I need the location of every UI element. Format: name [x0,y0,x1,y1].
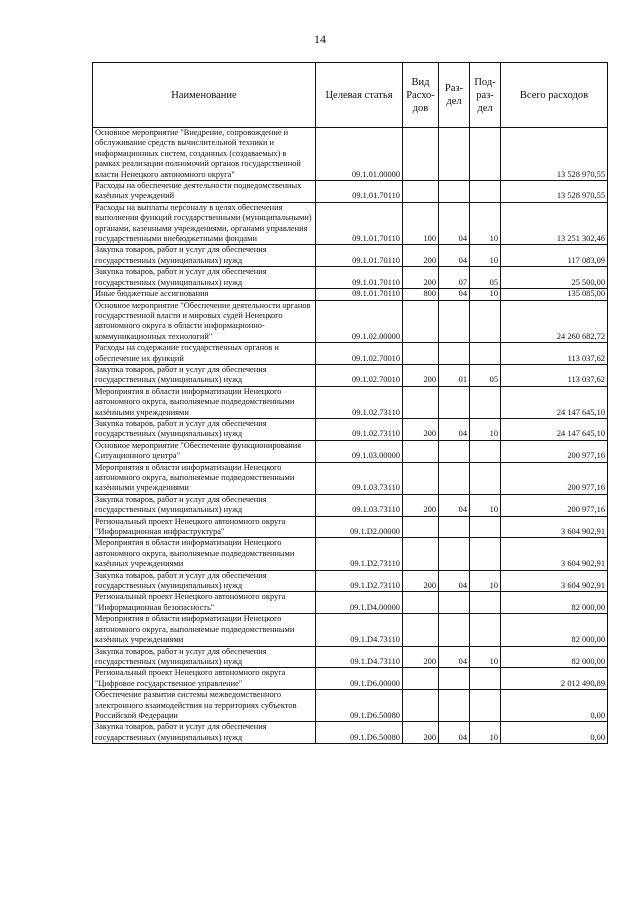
row-subsection [470,690,501,722]
row-name: Мероприятия в области информатизации Ненецкого автономного округа, выполняемые подведомственными казёнными учреждениями [93,462,316,494]
row-target-article: 09.1.D2.73110 [316,538,403,570]
row-name: Основное мероприятие "Обеспечение функционирования Ситуационного центра" [93,440,316,462]
table-row [93,245,608,267]
row-section [439,462,470,494]
row-expense-type [403,343,439,365]
row-expense-type [403,516,439,538]
row-section: 07 [439,267,470,289]
table-row [93,570,608,592]
row-expense-type [403,300,439,343]
row-total: 3 604 902,91 [501,570,608,592]
row-name: Мероприятия в области информатизации Ненецкого автономного округа, выполняемые подведомственными казённых учреждениями [93,614,316,646]
row-name: Закупка товаров, работ и услуг для обеспечения государственных (муниципальных) нужд [93,364,316,386]
table-row [93,614,608,646]
row-target-article: 09.1.02.00000 [316,300,403,343]
row-total: 24 147 645,10 [501,418,608,440]
table-row [93,267,608,289]
table-row [93,538,608,570]
row-target-article: 09.1.D6.50080 [316,722,403,744]
row-expense-type [403,668,439,690]
row-name: Региональный проект Ненецкого автономного округа "Цифровое государственное управление" [93,668,316,690]
row-total: 24 260 682,72 [501,300,608,343]
row-total: 3 604 902,91 [501,516,608,538]
table-row [93,418,608,440]
table-row [93,668,608,690]
row-expense-type [403,386,439,418]
row-subsection: 10 [470,418,501,440]
row-subsection: 05 [470,364,501,386]
row-subsection [470,300,501,343]
row-section [439,386,470,418]
row-target-article: 09.1.01.70110 [316,181,403,203]
row-total: 13 528 970,55 [501,181,608,203]
row-target-article: 09.1.03.73110 [316,462,403,494]
row-total: 13 528 970,55 [501,128,608,181]
row-subsection [470,668,501,690]
table-row [93,440,608,462]
row-total: 24 147 645,10 [501,386,608,418]
row-target-article: 09.1.01.70110 [316,289,403,300]
row-target-article: 09.1.01.00000 [316,128,403,181]
row-target-article: 09.1.01.70110 [316,202,403,245]
row-name: Закупка товаров, работ и услуг для обеспечения государственных (муниципальных) нужд [93,646,316,668]
row-section: 01 [439,364,470,386]
row-target-article: 09.1.02.70010 [316,364,403,386]
header-expense-type: Вид Расхо-дов [403,63,439,128]
budget-table [92,62,608,744]
row-total: 113 037,62 [501,343,608,365]
row-subsection: 10 [470,646,501,668]
table-row [93,494,608,516]
row-name: Основное мероприятие "Обеспечение деятельности органов государственной власти и мировых судей Ненецкого автономного округа в области информационно-коммуникационных технологий" [93,300,316,343]
row-target-article: 09.1.D2.73110 [316,570,403,592]
row-total: 117 083,09 [501,245,608,267]
table-row [93,289,608,300]
row-subsection: 10 [470,722,501,744]
row-subsection [470,386,501,418]
row-name: Мероприятия в области информатизации Ненецкого автономного округа, выполняемые подведомственными казёнными учреждениями [93,386,316,418]
row-name: Расходы на выплаты персоналу в целях обеспечения выполнения функций государственными (муниципальными) органами, казенными учреждениями, органами управления государственными внебюджетными фондами [93,202,316,245]
row-total: 82 000,00 [501,646,608,668]
row-total: 82 000,00 [501,614,608,646]
row-name: Расходы на содержание государственных органов и обеспечение их функций [93,343,316,365]
row-section [439,538,470,570]
table-row [93,128,608,181]
row-expense-type: 200 [403,646,439,668]
header-total: Всего расходов [501,63,608,128]
row-section [439,440,470,462]
row-target-article: 09.1.D6.50080 [316,690,403,722]
row-section [439,343,470,365]
row-target-article: 09.1.02.70010 [316,343,403,365]
row-name: Мероприятия в области информатизации Ненецкого автономного округа, выполняемые подведомственными казённых учреждениями [93,538,316,570]
row-section [439,592,470,614]
row-target-article: 09.1.03.73110 [316,494,403,516]
row-name: Закупка товаров, работ и услуг для обеспечения государственных (муниципальных) нужд [93,245,316,267]
row-name: Закупка товаров, работ и услуг для обеспечения государственных (муниципальных) нужд [93,267,316,289]
row-name: Иные бюджетные ассигнования [93,289,316,300]
row-name: Обеспечение развития системы межведомственного электронного взаимодействия на территориях субъектов Российской Федерации [93,690,316,722]
row-expense-type: 200 [403,722,439,744]
row-target-article: 09.1.D4.73110 [316,614,403,646]
row-total: 200 977,16 [501,440,608,462]
row-expense-type [403,538,439,570]
table-row [93,690,608,722]
row-subsection [470,440,501,462]
row-expense-type: 200 [403,364,439,386]
row-total: 13 251 302,46 [501,202,608,245]
row-subsection: 10 [470,570,501,592]
row-subsection [470,181,501,203]
row-name: Закупка товаров, работ и услуг для обеспечения государственных (муниципальных) нужд [93,494,316,516]
row-total: 82 000,00 [501,592,608,614]
row-subsection [470,343,501,365]
table-row [93,300,608,343]
row-total: 200 977,16 [501,462,608,494]
row-section [439,128,470,181]
row-expense-type: 200 [403,267,439,289]
row-name: Закупка товаров, работ и услуг для обеспечения государственных (муниципальных) нужд [93,722,316,744]
row-name: Закупка товаров, работ и услуг для обеспечения государственных (муниципальных) нужд [93,570,316,592]
row-expense-type [403,592,439,614]
table-row [93,516,608,538]
row-expense-type [403,462,439,494]
header-section: Раз-дел [439,63,470,128]
row-name: Региональный проект Ненецкого автономного округа "Информационная безопасность" [93,592,316,614]
row-section: 04 [439,245,470,267]
table-row [93,386,608,418]
row-section [439,181,470,203]
row-expense-type [403,614,439,646]
row-section [439,614,470,646]
row-section [439,516,470,538]
header-target-article: Целевая статья [316,63,403,128]
table-header-row [93,63,608,128]
row-total: 0,00 [501,690,608,722]
row-subsection [470,516,501,538]
page-number: 14 [314,32,326,46]
row-subsection [470,538,501,570]
row-subsection [470,128,501,181]
row-section: 04 [439,722,470,744]
row-section [439,690,470,722]
row-expense-type: 200 [403,570,439,592]
row-total: 200 977,16 [501,494,608,516]
row-target-article: 09.1.01.70110 [316,267,403,289]
header-name: Наименование [93,63,316,128]
row-section: 04 [439,418,470,440]
row-total: 25 500,00 [501,267,608,289]
table-row [93,592,608,614]
row-subsection: 05 [470,267,501,289]
row-section: 04 [439,202,470,245]
header-subsection: Под-раз-дел [470,63,501,128]
row-total: 2 012 490,89 [501,668,608,690]
row-target-article: 09.1.D4.73110 [316,646,403,668]
table-row [93,364,608,386]
row-expense-type [403,128,439,181]
row-expense-type [403,690,439,722]
row-name: Расходы на обеспечение деятельности подведомственных казённых учреждений [93,181,316,203]
row-expense-type [403,440,439,462]
row-target-article: 09.1.D6.00000 [316,668,403,690]
row-section: 04 [439,289,470,300]
row-total: 135 085,00 [501,289,608,300]
row-subsection [470,462,501,494]
row-subsection: 10 [470,202,501,245]
row-expense-type: 800 [403,289,439,300]
row-subsection [470,592,501,614]
row-section [439,300,470,343]
table-row [93,722,608,744]
row-name: Закупка товаров, работ и услуг для обеспечения государственных (муниципальных) нужд [93,418,316,440]
row-subsection: 10 [470,289,501,300]
row-total: 3 604 902,91 [501,538,608,570]
row-target-article: 09.1.02.73110 [316,418,403,440]
row-total: 0,00 [501,722,608,744]
row-section: 04 [439,494,470,516]
row-total: 113 037,62 [501,364,608,386]
row-expense-type [403,181,439,203]
table-row [93,181,608,203]
table-row [93,462,608,494]
table-row [93,646,608,668]
row-target-article: 09.1.02.73110 [316,386,403,418]
row-subsection: 10 [470,245,501,267]
row-target-article: 09.1.D4.00000 [316,592,403,614]
row-section: 04 [439,646,470,668]
row-expense-type: 200 [403,418,439,440]
row-section [439,668,470,690]
row-name: Региональный проект Ненецкого автономного округа "Информационная инфраструктура" [93,516,316,538]
row-target-article: 09.1.D2.00000 [316,516,403,538]
row-subsection [470,614,501,646]
table-row [93,343,608,365]
row-expense-type: 100 [403,202,439,245]
row-subsection: 10 [470,494,501,516]
row-name: Основное мероприятие "Внедрение, сопровождение и обслуживание средств вычислительной техники и информационных систем, созданных (создаваемых) в рамках реализации полномочий органов государственной власти Ненецкого автономного округа" [93,128,316,181]
row-target-article: 09.1.01.70110 [316,245,403,267]
row-section: 04 [439,570,470,592]
row-expense-type: 200 [403,494,439,516]
table-row [93,202,608,245]
row-expense-type: 200 [403,245,439,267]
row-target-article: 09.1.03.00000 [316,440,403,462]
